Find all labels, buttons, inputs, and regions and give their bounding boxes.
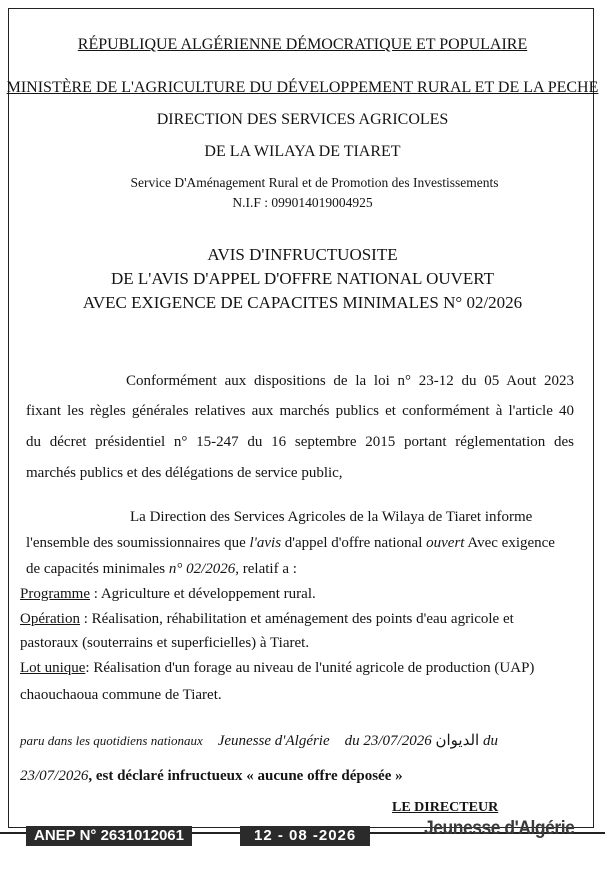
publication-line-2 [20,768,403,785]
p2-line3-a: de capacités minimales [26,561,169,577]
p2-line3-b: n° 02/2026 [168,561,236,577]
paragraph-2-line-3 [26,561,297,578]
lot-line [20,660,534,677]
date-badge: 12 - 08 -2026 [240,826,370,846]
title-line-2: DE L'AVIS D'APPEL D'OFFRE NATIONAL OUVERT [111,269,494,288]
operation-value: Réalisation, réhabilitation et aménagement des points d'eau agricole et [91,611,514,627]
service-heading: Service D'Aménagement Rural et de Promotion des Investissements [130,175,499,190]
pub-text-a: paru dans les quotidiens nationaux [20,733,203,748]
p2-line3-c: , relatif a : [235,561,297,577]
operation-line-2: pastoraux (souterrains et superficielles) à Tiaret. [20,635,310,651]
paragraph-2-line-1: La Direction des Services Agricoles de la Wilaya de Tiaret informe [130,509,533,525]
republic-heading: RÉPUBLIQUE ALGÉRIENNE DÉMOCRATIQUE ET POPULAIRE [77,36,528,53]
operation-line [20,611,514,628]
ministry-heading: MINISTÈRE DE L'AGRICULTURE DU DÉVELOPPEMENT RURAL ET DE LA PECHE [6,79,599,96]
lot-value: Réalisation d'un forage au niveau de l'unité agricole de production (UAP) [93,660,535,676]
paragraph-1-line-4: marchés publics et des délégations de service public, [26,465,343,481]
operation-label: Opération [20,611,80,627]
direction-heading-1: DIRECTION DES SERVICES AGRICOLES [156,111,449,128]
signature: LE DIRECTEUR [392,800,499,815]
newspaper-logo: Jeunesse d'Algérie [424,818,575,839]
programme-value: Agriculture et développement rural. [100,586,316,602]
anep-badge: ANEP N° 2631012061 [26,826,192,846]
p2-text-b: l'avis [249,535,282,551]
pub-arabic: الديوان [435,733,480,749]
direction-heading-2: DE LA WILAYA DE TIARET [204,143,401,160]
pub-newspaper: Jeunesse d'Algérie [217,733,330,749]
title-line-1: AVIS D'INFRUCTUOSITE [207,245,398,264]
p2-text-e: Avec exigence [464,535,555,551]
operation-sep: : [79,611,92,627]
paragraph-1-line-1: Conformément aux dispositions de la loi n° 23-12 du 05 Aout 2023 [126,373,574,389]
paragraph-2-line-2 [26,535,555,552]
pub-du: du [482,733,498,749]
paragraph-1-line-3: du décret présidentiel n° 15-247 du 16 septembre 2015 portant réglementation des [26,434,574,450]
p2-text-c: d'appel d'offre national [281,535,427,551]
p2-text-d: ouvert [426,535,465,551]
publication-line-1 [20,731,498,750]
title-line-3: AVEC EXIGENCE DE CAPACITES MINIMALES N° 02/2026 [82,293,523,312]
paragraph-1-line-2: fixant les règles générales relatives aux marchés publics et conformément à l'article 40 [26,403,574,419]
programme-sep: : [89,586,101,602]
pub-declaration: , est déclaré infructueux « aucune offre déposée » [88,768,403,784]
lot-sep: : [85,660,94,676]
lot-label: Lot unique [20,660,86,676]
pub-date-2: 23/07/2026 [20,768,89,784]
nif-number: N.I.F : 099014019004925 [232,195,373,210]
p2-text-a: l'ensemble des soumissionnaires que [26,535,250,551]
pub-date-1: du 23/07/2026 [344,733,432,749]
programme-line [20,586,316,603]
lot-line-2: chaouchaoua commune de Tiaret. [20,687,222,703]
programme-label: Programme [20,586,90,602]
